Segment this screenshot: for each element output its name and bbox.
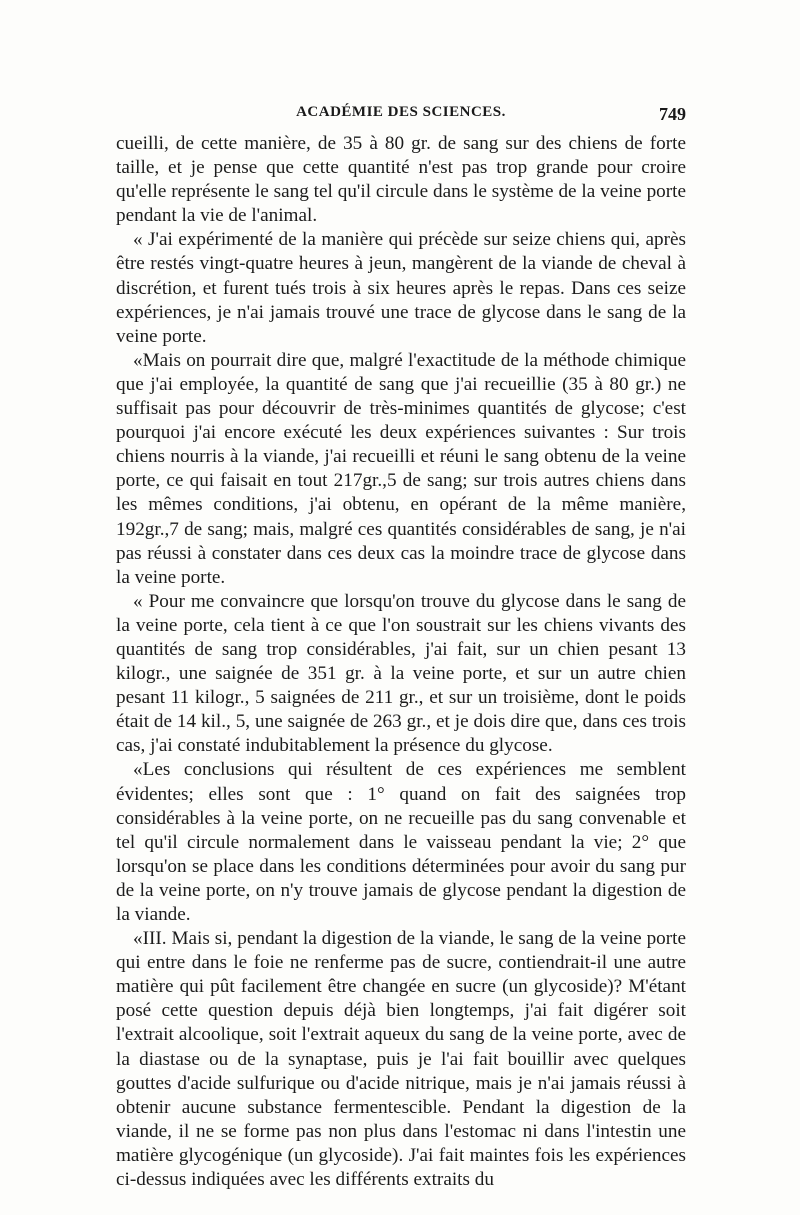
paragraph-conclusions: «Les conclusions qui résultent de ces expériences me semblent évidentes; elles sont que : 1° quand on fait des saignées trop considérables à la veine porte, on ne recueille pas du sang convenable et tel qu'il circule normalement dans le vaisseau pendant la vie; 2° que lorsqu'on se place dans les conditions déterminées pour avoir du sang pur de la veine porte, on n'y trouve jamais de glycose pendant la digestion de la viande. xyxy=(116,759,686,925)
paragraph-bleeding-experiments: « Pour me convaincre que lorsqu'on trouve du glycose dans le sang de la veine porte, cela tient à ce que l'on soustrait sur les chiens vivants des quantités de sang trop considérables, j'ai fait, sur un chien pesant 13 kilogr., une saignée de 351 gr. à la veine porte, et sur un autre chien pesant 11 kilogr., 5 saignées de 211 gr., et sur un troisième, dont le poids était de 14 kil., 5, une saignée de 263 gr., et je dois dire que, dans ces trois cas, j'ai constaté indubitablement la présence du glycose. xyxy=(116,590,686,757)
paragraph-objection-quantities: «Mais on pourrait dire que, malgré l'exactitude de la méthode chimique que j'ai employée, la quantité de sang que j'ai recueillie (35 à 80 gr.) ne suffisait pas pour découvrir de très-minimes quantités de glycose; c'est pourquoi j'ai encore exécuté les deux expériences suivantes : Sur trois chiens nourris à la viande, j'ai recueilli et réuni le sang obtenu de la veine porte, ce qui faisait en tout 217gr.,5 de sang; sur trois autres chiens dans les mêmes conditions, j'ai obtenu, en opérant de la même manière, 192gr.,7 de sang; mais, malgré ces quantités considérables de sang, je n'ai pas réussi à constater dans ces deux cas la moindre trace de glycose dans la veine porte. xyxy=(116,349,686,588)
body-text xyxy=(116,132,686,1192)
page-number: 749 xyxy=(659,104,686,124)
paragraph-continuation: cueilli, de cette manière, de 35 à 80 gr. de sang sur des chiens de forte taille, et je pense que cette quantité n'est pas trop grande pour croire qu'elle représente le sang tel qu'il circule dans le système de la veine porte pendant la vie de l'animal. xyxy=(116,133,686,227)
running-head: ACADÉMIE DES SCIENCES. xyxy=(296,104,506,120)
page-header xyxy=(116,104,686,132)
paragraph-section-three: «III. Mais si, pendant la digestion de la viande, le sang de la veine porte qui entre dans le foie ne renferme pas de sucre, contiendrait-il une autre matière qui pût facilement être changée en sucre (un glycoside)? M'étant posé cette question depuis déjà bien longtemps, j'ai fait digérer soit l'extrait alcoolique, soit l'extrait aqueux du sang de la veine porte, avec de la diastase ou de la synaptase, puis je l'ai fait bouillir avec quelques gouttes d'acide sulfurique ou d'acide nitrique, mais je n'ai jamais réussi à obtenir aucune substance fermentescible. Pendant la digestion de la viande, il ne se forme pas non plus dans l'estomac ni dans l'intestin une matière glycogénique (un glycoside). J'ai fait maintes fois les expériences ci-dessus indiquées avec les différents extraits du xyxy=(116,928,686,1191)
paragraph-experiments-sixteen-dogs: « J'ai expérimenté de la manière qui précède sur seize chiens qui, après être restés vingt-quatre heures à jeun, mangèrent de la viande de cheval à discrétion, et furent tués trois à six heures après le repas. Dans ces seize expériences, je n'ai jamais trouvé une trace de glycose dans le sang de la veine porte. xyxy=(116,229,686,347)
